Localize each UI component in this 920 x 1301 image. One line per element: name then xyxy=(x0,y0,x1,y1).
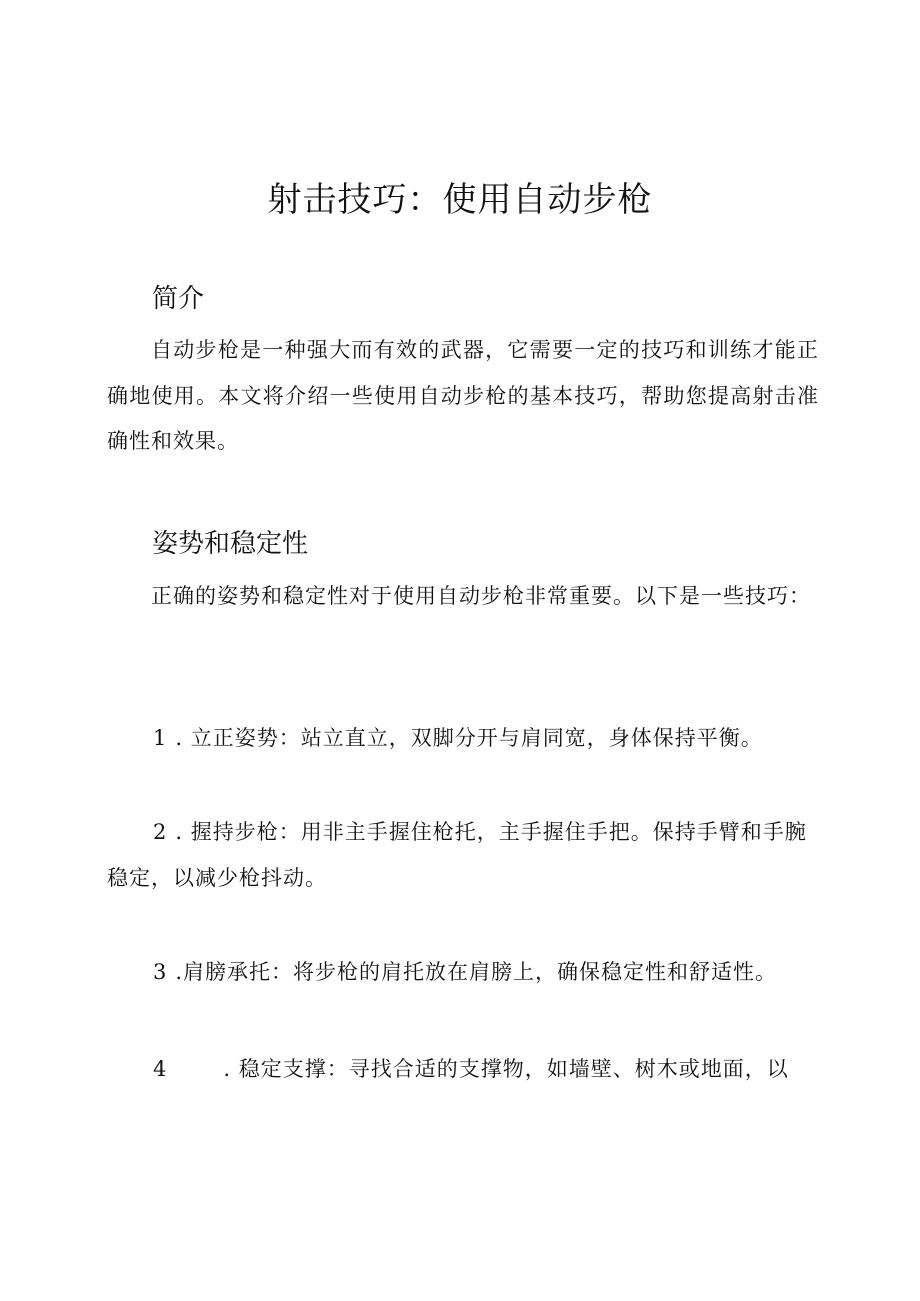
section-heading-intro: 简介 xyxy=(152,284,205,314)
list-item xyxy=(107,810,819,901)
list-item xyxy=(107,950,819,996)
list-item-text: . 稳定支撑：寻找合适的支撑物，如墙壁、树木或地面，以 xyxy=(223,1057,789,1081)
list-item-text: .肩膀承托：将步枪的肩托放在肩膀上，确保稳定性和舒适性。 xyxy=(175,960,778,984)
document-title: 射击技巧：使用自动步枪 xyxy=(267,180,653,220)
intro-paragraph: 自动步枪是一种强大而有效的武器，它需要一定的技巧和训练才能正确地使用。本文将介绍一些使用自动步枪的基本技巧，帮助您提高射击准确性和效果。 xyxy=(107,338,819,453)
list-item-text: . 握持步枪：用非主手握住枪托，主手握住手把。保持手臂和手腕稳定，以减少枪抖动。 xyxy=(107,820,807,890)
list-item-number: 1 xyxy=(153,726,168,750)
list-item xyxy=(107,716,819,762)
section-heading-posture: 姿势和稳定性 xyxy=(152,529,309,559)
posture-paragraph: 正确的姿势和稳定性对于使用自动步枪非常重要。以下是一些技巧： xyxy=(151,584,811,608)
list-item-text: . 立正姿势：站立直立，双脚分开与肩同宽，身体保持平衡。 xyxy=(175,726,763,750)
list-item-number: 3 xyxy=(153,960,168,984)
list-item xyxy=(107,1047,819,1093)
list-item-number: 2 xyxy=(153,820,168,844)
list-item-number: 4 xyxy=(153,1057,168,1081)
